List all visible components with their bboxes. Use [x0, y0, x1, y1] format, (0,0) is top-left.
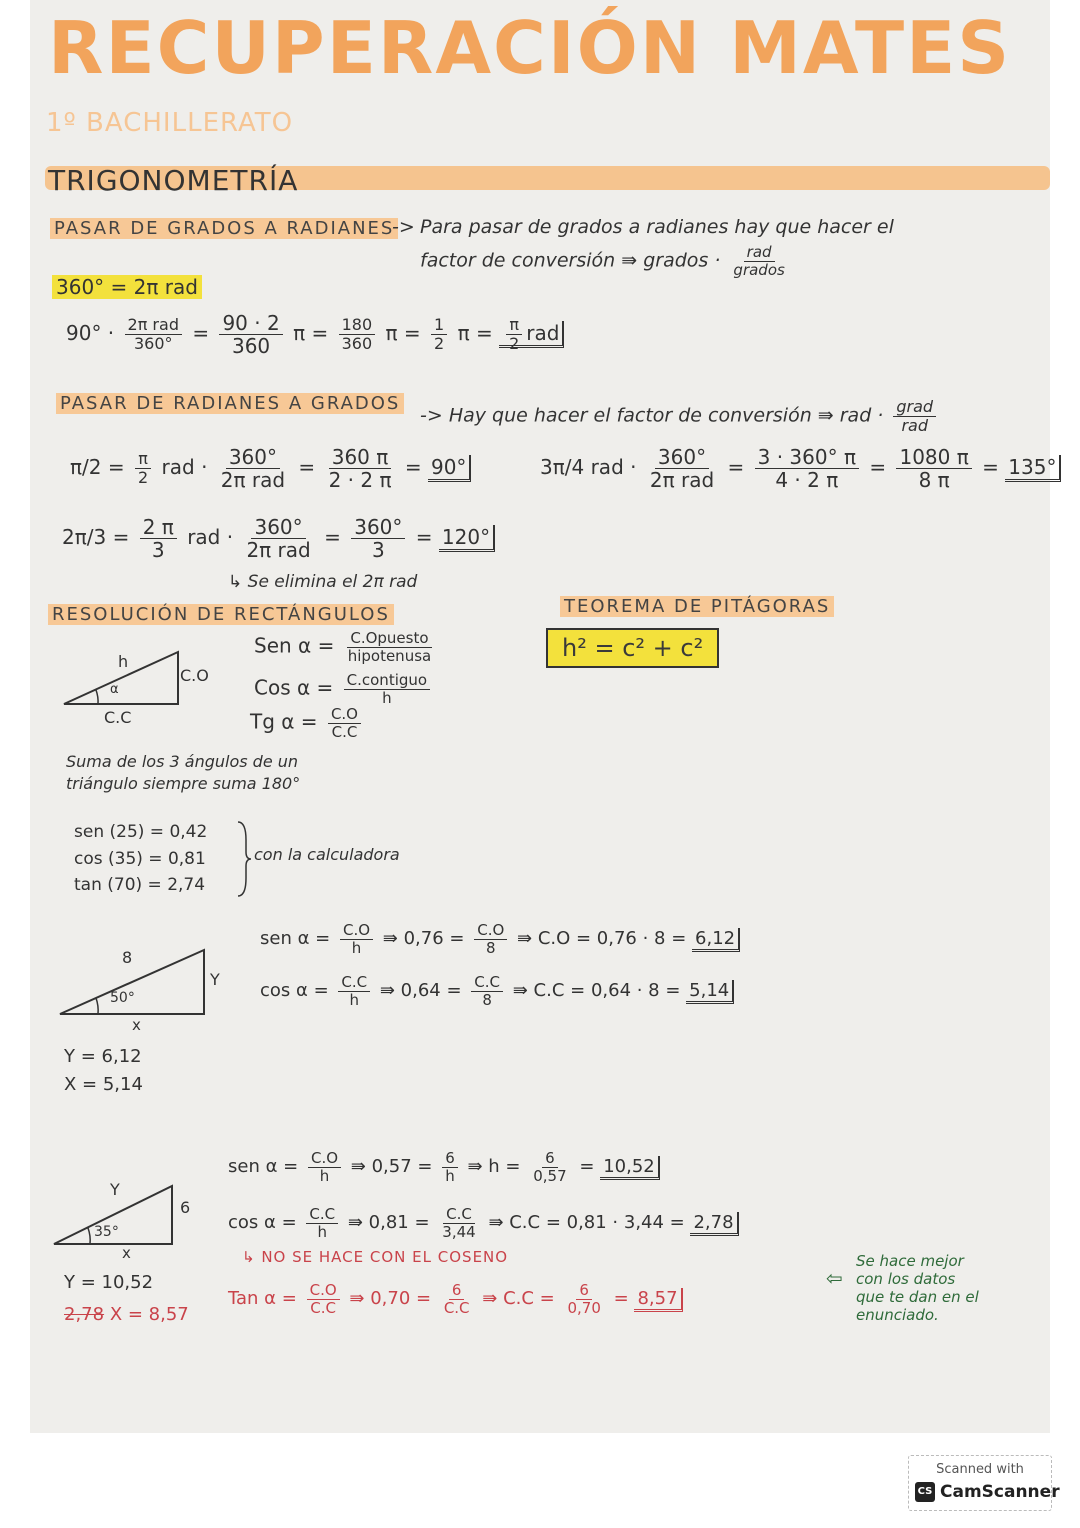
heading-resolucion: RESOLUCIÓN DE RECTÁNGULOS: [48, 604, 394, 625]
ex1-x-label: x: [132, 1016, 141, 1034]
triangle-example-1: [56, 944, 216, 1024]
camscanner-logo-icon: CS: [915, 1482, 935, 1502]
triangle-alpha-label: α: [110, 682, 119, 697]
ex2-6-label: 6: [180, 1198, 191, 1217]
explanation-line-2: factor de conversión ⇛ grados · $\frac{\text{rad}}{\text{grados}}$: [420, 243, 785, 279]
triangle-cc-label: C.C: [104, 708, 132, 727]
page-title: RECUPERACIÓN MATES: [48, 6, 1012, 90]
calc-cos: cos (35) = 0,81: [74, 849, 206, 869]
ex2-y-result: Y = 10,52: [64, 1272, 154, 1293]
side-note-2: con los datos: [856, 1270, 956, 1288]
example-90-degrees: 90° · $\frac{\text{2π rad}}{360^\circ}$ = $\frac{90 \cdot 2}{360}$ π = $\frac{180}{360}$ π = $\frac{1}{2}$ π = $\frac{\pi}{2}$ rad: [66, 312, 564, 357]
badge-brand: CamScanner: [940, 1482, 1060, 1502]
ex2-x-struck: 2,78: [64, 1304, 105, 1325]
ex2-x-label: x: [122, 1244, 131, 1262]
heading-pitagoras: TEOREMA DE PITÁGORAS: [560, 596, 834, 617]
ex1-cos-line: cos α = $\frac{C.C}{h}$ ⇛ 0,64 = $\frac{C.C}{8}$ ⇛ C.C = 0,64 · 8 = 5,14: [260, 974, 734, 1008]
sum-note-line-1: Suma de los 3 ángulos de un: [66, 752, 299, 771]
ex2-cos-line: cos α = $\frac{C.C}{h}$ ⇛ 0,81 = $\frac{C.C}{3,44}$ ⇛ C.C = 0,81 · 3,44 = 2,78: [228, 1206, 739, 1240]
tg-formula: Tg α = $\frac{C.O}{C.C}$: [250, 706, 365, 740]
calc-sen: sen (25) = 0,42: [74, 822, 208, 842]
ex2-x-result: 2,78 X = 8,57: [64, 1304, 189, 1325]
triangle-co-label: C.O: [180, 666, 209, 685]
calc-tan: tan (70) = 2,74: [74, 875, 206, 895]
triangle-example-2: [50, 1180, 190, 1250]
ex2-angle-label: 35°: [94, 1224, 119, 1240]
arrow: ->: [392, 216, 415, 238]
explanation-rad-a-grados: -> Hay que hacer el factor de conversión ⇛ rad · $\frac{\text{grad}}{\text{rad}}$: [420, 398, 940, 434]
no-coseno-note: ↳ NO SE HACE CON EL COSENO: [242, 1248, 509, 1266]
explanation-line-1: Para pasar de grados a radianes hay que hacer el: [420, 216, 894, 238]
side-note-1: Se hace mejor: [856, 1252, 964, 1270]
ex1-x-result: X = 5,14: [64, 1074, 143, 1095]
ex1-angle-label: 50°: [110, 990, 135, 1006]
brace: [236, 820, 252, 898]
heading-grados-a-radianes: PASAR DE GRADOS A RADIANES: [50, 218, 398, 239]
note-se-elimina: ↳ Se elimina el 2π rad: [228, 572, 418, 592]
example-pi-half: π/2 = $\frac{\pi}{2}$ rad · $\frac{360^\circ}{\text{2π rad}}$ = $\frac{360 \pi}{2 \cdot 2 \pi}$ = 90°: [70, 446, 471, 491]
sum-note-line-2: triángulo siempre suma 180°: [66, 774, 301, 793]
ex2-tan-line: Tan α = $\frac{C.O}{C.C}$ ⇛ 0,70 = $\frac{6}{C.C}$ ⇛ C.C = $\frac{6}{0,70}$ = 8,57: [228, 1282, 683, 1316]
heading-radianes-a-grados: PASAR DE RADIANES A GRADOS: [56, 393, 404, 414]
calc-note: con la calculadora: [254, 845, 400, 864]
camscanner-badge: [908, 1455, 1060, 1511]
ex1-sen-line: sen α = $\frac{C.O}{h}$ ⇛ 0,76 = $\frac{C.O}{8}$ ⇛ C.O = 0,76 · 8 = 6,12: [260, 922, 740, 956]
pitagoras-formula: h² = c² + c²: [546, 628, 719, 668]
ex1-hypotenuse-label: 8: [122, 948, 133, 967]
equivalence: 360° = 2π rad: [52, 275, 202, 299]
badge-caption: Scanned with: [936, 1462, 1024, 1477]
ex2-y-label: Y: [110, 1180, 120, 1199]
side-note-4: enunciado.: [856, 1306, 939, 1324]
cos-formula: Cos α = $\frac{\text{C.contiguo}}{h}$: [254, 672, 434, 706]
ex2-sen-line: sen α = $\frac{C.O}{h}$ ⇛ 0,57 = $\frac{6}{h}$ ⇛ h = $\frac{6}{0,57}$ = 10,52: [228, 1150, 660, 1184]
sen-formula: Sen α = $\frac{\text{C.Opuesto}}{\text{hipotenusa}}$: [254, 629, 432, 665]
page-subtitle: 1º BACHILLERATO: [46, 108, 294, 138]
triangle-h-label: h: [118, 652, 129, 671]
example-2pi-third: 2π/3 = $\frac{2 \pi}{3}$ rad · $\frac{360^\circ}{\text{2π rad}}$ = $\frac{360^\circ}{3}$ = 120°: [62, 516, 495, 561]
section-title: TRIGONOMETRÍA: [48, 164, 299, 197]
side-note-arrow-icon: ⇦: [826, 1266, 843, 1290]
ex1-y-label: Y: [210, 970, 220, 989]
side-note-3: que te dan en el: [856, 1288, 979, 1306]
ex1-y-result: Y = 6,12: [64, 1046, 142, 1067]
example-3pi-quarter: 3π/4 rad · $\frac{360^\circ}{\text{2π rad}}$ = $\frac{3 \cdot 360^\circ \pi}{4 \cdot 2 \pi}$ = $\frac{1080 \pi}{8 \pi}$ = 135°: [540, 446, 1061, 491]
